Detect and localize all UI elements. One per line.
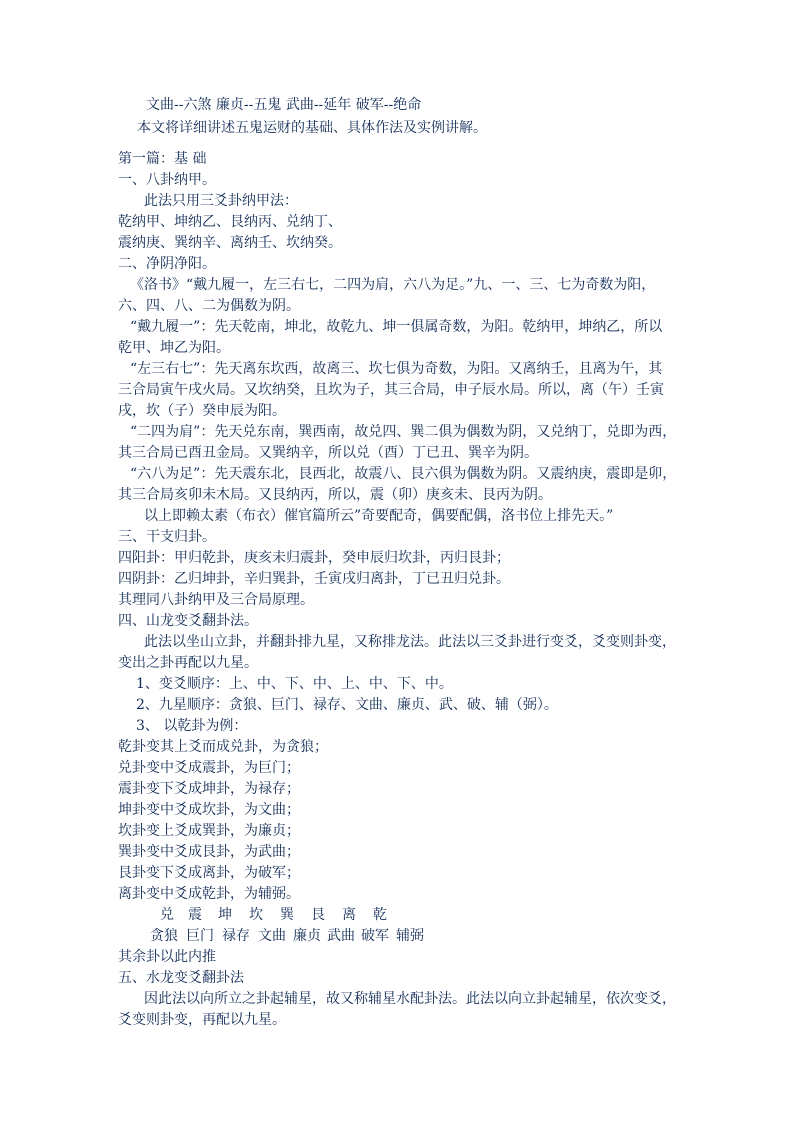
list-item: 离卦变中爻成乾卦，为辅弼。 [118, 886, 300, 902]
trigram-cell: 震 [188, 907, 202, 923]
list-item: 巽卦变中爻成艮卦，为武曲； [118, 844, 300, 860]
paragraph-line: 其三合局已酉丑金局。又巽纳辛，所以兑（酉）丁已丑、巽辛为阴。 [118, 445, 538, 461]
paragraph-line: “左三右七”：先天离东坎西，故离三、坎七俱为奇数，为阳。又离纳壬，且离为午，其 [130, 361, 663, 377]
star-cell: 辅弼 [396, 928, 424, 944]
section-heading-4: 四、山龙变爻翻卦法。 [118, 613, 258, 629]
paragraph-line: 其理同八卦纳甲及三合局原理。 [118, 592, 314, 608]
paragraph-line: 四阴卦：乙归坤卦，辛归巽卦，壬寅戌归离卦，丁已丑归兑卦。 [118, 571, 510, 587]
list-item: 坤卦变中爻成坎卦，为文曲； [118, 802, 300, 818]
paragraph-line: 乾纳甲、坤纳乙、艮纳丙、兑纳丁、 [118, 214, 342, 230]
list-item: 兑卦变中爻成震卦，为巨门； [118, 760, 300, 776]
list-item: 艮卦变下爻成离卦，为破军； [118, 865, 300, 881]
paragraph-line: 此法只用三爻卦纳甲法： [144, 193, 298, 209]
trigram-cell: 离 [342, 907, 356, 923]
paragraph-line: 以上即赖太素（布衣）催官篇所云”奇要配奇，偶要配偶，洛书位上排先天。” [144, 508, 614, 524]
paragraph-line: 此法以坐山立卦，并翻卦排九星，又称排龙法。此法以三爻卦进行变爻，爻变则卦变， [144, 634, 676, 650]
paragraph-line: 《洛书》“戴九履一，左三右七，二四为肩，六八为足。”九、一、三、七为奇数为阳， [130, 277, 656, 293]
star-row [0, 926, 793, 946]
section-heading-2: 二、净阴净阳。 [118, 256, 216, 272]
star-cell: 贪狼 [150, 928, 178, 944]
numbered-item: 2、九星顺序：贪狼、巨门、禄存、文曲、廉贞、武、破、辅（弼）。 [136, 697, 558, 713]
numbered-item: 1、变爻顺序：上、中、下、中、上、中、下、中。 [136, 676, 453, 692]
chapter-heading: 第一篇：基 础 [118, 151, 207, 167]
paragraph-line: 乾甲、坤乙为阳。 [118, 340, 230, 356]
paragraph-line: 三合局寅午戌火局。又坎纳癸，且坎为子，其三合局，申子辰水局。所以，离（午）壬寅 [118, 382, 664, 398]
trigram-cell: 坎 [249, 907, 263, 923]
paragraph-line: 戌，坎（子）癸申辰为阳。 [118, 403, 286, 419]
trigram-cell: 坤 [218, 907, 232, 923]
section-heading-1: 一、八卦纳甲。 [118, 172, 216, 188]
section-heading-3: 三、干支归卦。 [118, 529, 216, 545]
paragraph-line: “六八为足”：先天震东北，艮西北，故震八、艮六俱为偶数为阴。又震纳庚，震即是卯， [130, 466, 677, 482]
paragraph-line: 变出之卦再配以九星。 [118, 655, 258, 671]
list-item: 坎卦变上爻成巽卦，为廉贞； [118, 823, 300, 839]
star-cell: 武曲 [327, 928, 355, 944]
paragraph-line: 爻变则卦变，再配以九星。 [118, 1012, 286, 1028]
trigram-cell: 乾 [373, 907, 387, 923]
trigram-cell: 兑 [160, 907, 174, 923]
list-item: 乾卦变其上爻而成兑卦，为贪狼； [118, 739, 328, 755]
paragraph-line: “二四为肩”：先天兑东南，巽西南，故兑四、巽二俱为偶数为阴，又兑纳丁，兑即为西， [130, 424, 677, 440]
list-item: 震卦变下爻成坤卦，为禄存； [118, 781, 300, 797]
star-mapping-line: 文曲--六煞 廉贞--五鬼 武曲--延年 破军--绝命 [146, 97, 422, 113]
paragraph-line: 其三合局亥卯未木局。又艮纳丙，所以，震（卯）庚亥未、艮丙为阴。 [118, 487, 552, 503]
paragraph-line: 四阳卦：甲归乾卦，庚亥未归震卦，癸申辰归坎卦，丙归艮卦； [118, 550, 510, 566]
paragraph-line: 其余卦以此内推 [118, 949, 216, 965]
numbered-item: 3、 以乾卦为例： [136, 718, 248, 734]
star-cell: 巨门 [186, 928, 214, 944]
paragraph-line: 六、四、八、二为偶数为阴。 [118, 298, 300, 314]
star-cell: 文曲 [258, 928, 286, 944]
paragraph-line: 震纳庚、巽纳辛、离纳壬、坎纳癸。 [118, 235, 342, 251]
trigram-row [0, 905, 793, 925]
section-heading-5: 五、水龙变爻翻卦法 [118, 970, 244, 986]
paragraph-line: “戴九履一”：先天乾南，坤北，故乾九、坤一俱属奇数，为阳。乾纳甲，坤纳乙，所以 [130, 319, 663, 335]
star-cell: 廉贞 [293, 928, 321, 944]
intro-paragraph: 本文将详细讲述五鬼运财的基础、具体作法及实例讲解。 [137, 120, 487, 136]
trigram-cell: 巽 [280, 907, 294, 923]
paragraph-line: 因此法以向所立之卦起辅星，故又称辅星水配卦法。此法以向立卦起辅星，依次变爻， [144, 991, 676, 1007]
star-cell: 破军 [361, 928, 389, 944]
trigram-cell: 艮 [311, 907, 325, 923]
star-cell: 禄存 [222, 928, 250, 944]
